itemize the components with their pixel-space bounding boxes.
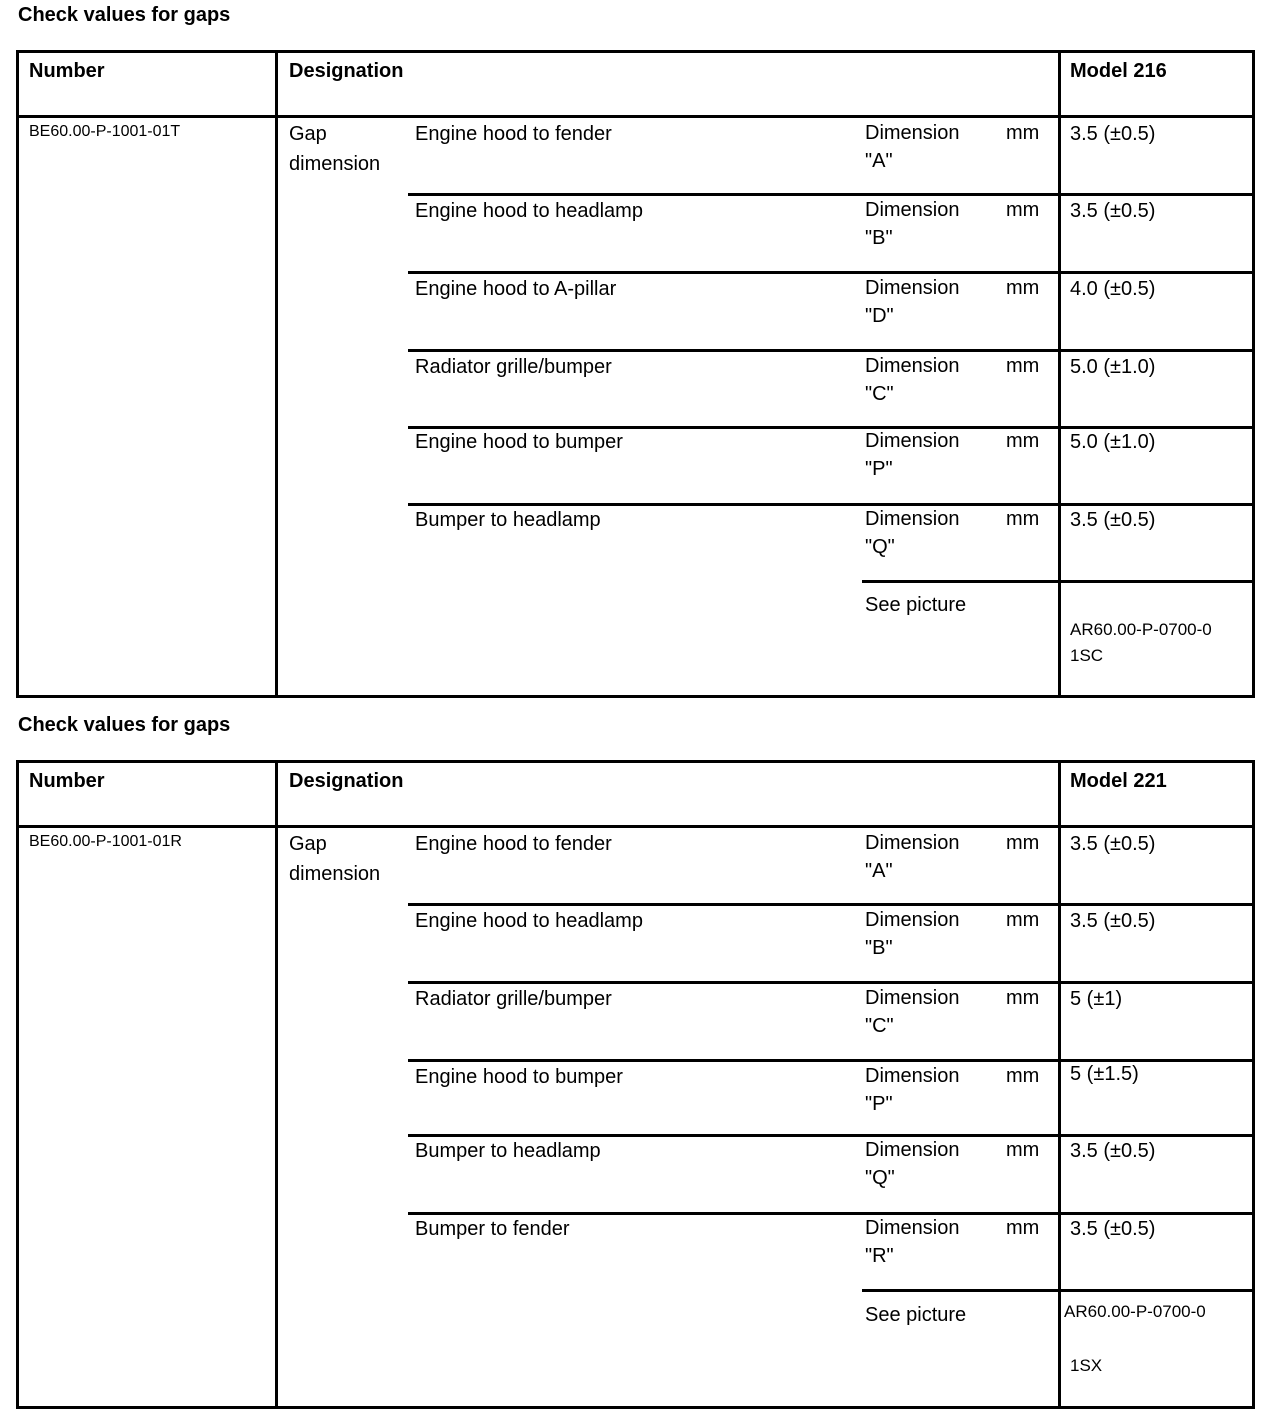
row-letter: "Q" [865,1167,895,1189]
row-value: 3.5 (±0.5) [1070,1140,1156,1162]
row-value: 3.5 (±0.5) [1070,123,1156,145]
header-designation: Designation [289,770,404,792]
row-name: Engine hood to bumper [415,431,623,453]
row-value: 5 (±1.5) [1070,1063,1139,1085]
section-title: Check values for gaps [18,714,231,736]
row-letter: "P" [865,1093,893,1115]
picture-reference[interactable]: 1SC [1070,646,1104,665]
row-value: 3.5 (±0.5) [1070,1218,1156,1240]
row-value: 3.5 (±0.5) [1070,509,1156,531]
row-unit: mm [1006,122,1040,144]
row-value: 5 (±1) [1070,988,1123,1010]
row-letter: "R" [865,1245,894,1267]
row-unit: mm [1006,199,1040,221]
row-letter: "P" [865,458,893,480]
gap-table [16,760,1255,1409]
row-dimension: Dimension [865,508,960,530]
row-dimension: Dimension [865,1217,960,1239]
row-unit: mm [1006,832,1040,854]
row-name: Radiator grille/bumper [415,988,612,1010]
row-letter: "C" [865,1015,894,1037]
document-number: BE60.00-P-1001-01T [29,123,181,140]
group-label: dimension [289,153,381,175]
picture-reference[interactable]: AR60.00-P-0700-0 [1064,1302,1206,1321]
group-label: Gap [289,833,327,855]
row-name: Engine hood to headlamp [415,200,643,222]
row-dimension: Dimension [865,909,960,931]
header-number: Number [29,60,105,82]
row-unit: mm [1006,1217,1040,1239]
row-dimension: Dimension [865,277,960,299]
gap-table [16,50,1255,698]
row-unit: mm [1006,987,1040,1009]
table-header [19,763,1252,828]
section-title: Check values for gaps [18,4,231,26]
row-unit: mm [1006,508,1040,530]
row-letter: "C" [865,383,894,405]
row-unit: mm [1006,909,1040,931]
group-label: Gap [289,123,327,145]
row-name: Bumper to headlamp [415,509,601,531]
group-label: dimension [289,863,381,885]
row-letter: "A" [865,150,893,172]
row-value: 3.5 (±0.5) [1070,833,1156,855]
row-letter: "B" [865,227,893,249]
row-value: 5.0 (±1.0) [1070,431,1156,453]
row-dimension: Dimension [865,1139,960,1161]
row-name: Engine hood to bumper [415,1066,623,1088]
picture-reference[interactable]: 1SX [1070,1356,1103,1375]
row-dimension: Dimension [865,122,960,144]
header-model: Model 216 [1070,60,1167,82]
row-dimension: Dimension [865,430,960,452]
document-number: BE60.00-P-1001-01R [29,833,182,850]
row-dimension: Dimension [865,355,960,377]
row-name: Engine hood to fender [415,123,612,145]
table-header [19,53,1252,118]
row-value: 3.5 (±0.5) [1070,910,1156,932]
row-unit: mm [1006,430,1040,452]
row-unit: mm [1006,1139,1040,1161]
row-value: 3.5 (±0.5) [1070,200,1156,222]
row-letter: "A" [865,860,893,882]
row-name: Radiator grille/bumper [415,356,612,378]
row-name: Engine hood to A-pillar [415,278,617,300]
picture-reference[interactable]: AR60.00-P-0700-0 [1070,620,1212,639]
row-dimension: Dimension [865,199,960,221]
row-dimension: Dimension [865,987,960,1009]
header-designation: Designation [289,60,404,82]
row-name: Engine hood to fender [415,833,612,855]
row-letter: "B" [865,937,893,959]
row-dimension: Dimension [865,1065,960,1087]
row-name: Bumper to headlamp [415,1140,601,1162]
row-letter: "D" [865,305,894,327]
see-picture-label: See picture [865,594,967,616]
row-letter: "Q" [865,536,895,558]
row-name: Bumper to fender [415,1218,570,1240]
header-model: Model 221 [1070,770,1167,792]
row-unit: mm [1006,1065,1040,1087]
see-picture-label: See picture [865,1304,967,1326]
row-name: Engine hood to headlamp [415,910,643,932]
row-unit: mm [1006,277,1040,299]
header-number: Number [29,770,105,792]
row-value: 5.0 (±1.0) [1070,356,1156,378]
row-unit: mm [1006,355,1040,377]
row-value: 4.0 (±0.5) [1070,278,1156,300]
row-dimension: Dimension [865,832,960,854]
